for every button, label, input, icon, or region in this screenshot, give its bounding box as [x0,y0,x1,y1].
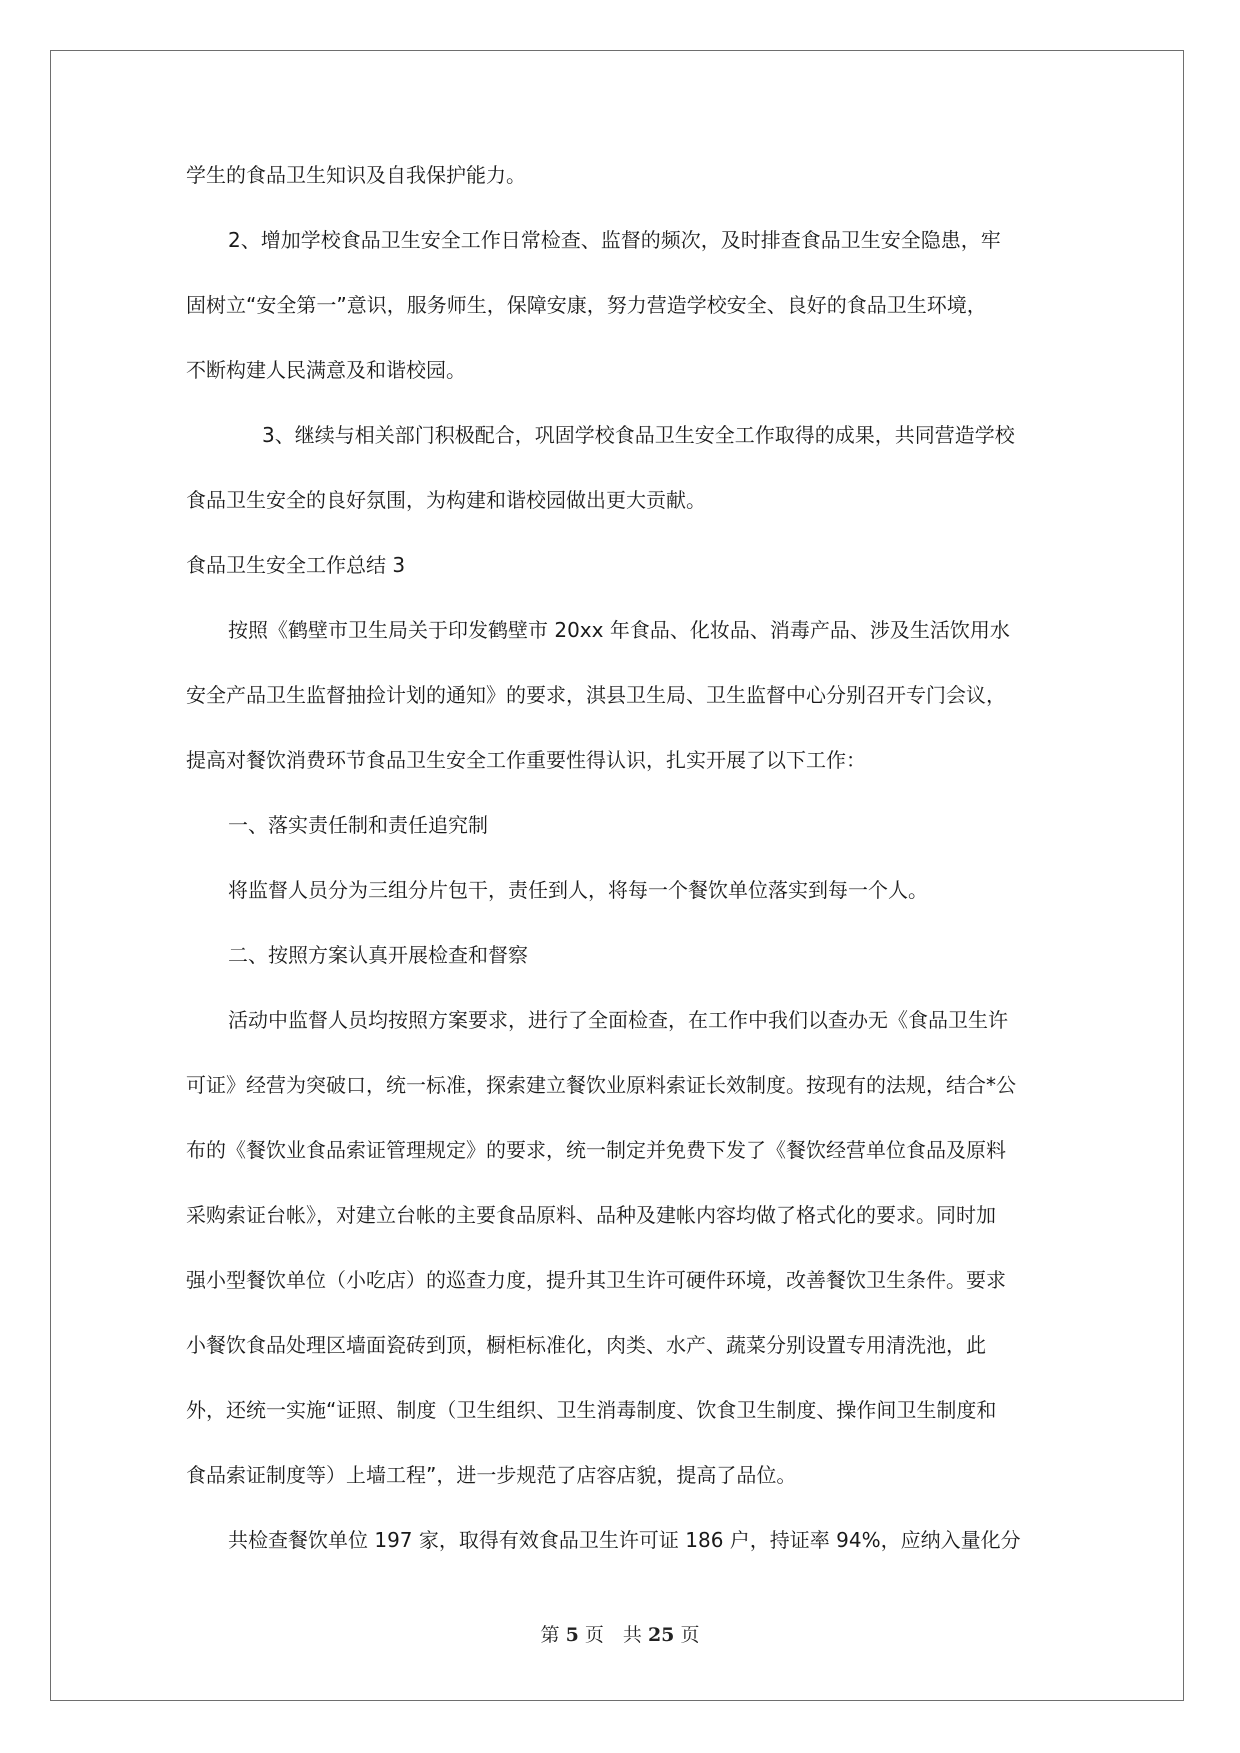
text-line: 安全产品卫生监督抽捡计划的通知》的要求，淇县卫生局、卫生监督中心分别召开专门会议， [186,683,1006,707]
total-page-number: 25 [647,1624,675,1646]
text-line: 可证》经营为突破口，统一标准，探索建立餐饮业原料索证长效制度。按现有的法规，结合*公 [186,1073,1016,1097]
text-line: 将监督人员分为三组分片包干，责任到人，将每一个餐饮单位落实到每一个人。 [228,878,928,902]
text-line: 按照《鹤壁市卫生局关于印发鹤壁市 20xx 年食品、化妆品、消毒产品、涉及生活饮用水 [228,618,1010,642]
text-line: 小餐饮食品处理区墙面瓷砖到顶，橱柜标准化，肉类、水产、蔬菜分别设置专用清洗池，此 [186,1333,986,1357]
text-line: 布的《餐饮业食品索证管理规定》的要求，统一制定并免费下发了《餐饮经营单位食品及原料 [186,1138,1006,1162]
text-line: 活动中监督人员均按照方案要求，进行了全面检查，在工作中我们以查办无《食品卫生许 [228,1008,1008,1032]
text-line: 强小型餐饮单位（小吃店）的巡查力度，提升其卫生许可硬件环境，改善餐饮卫生条件。要求 [186,1268,1006,1292]
text-line: 食品卫生安全的良好氛围，为构建和谐校园做出更大贡献。 [186,488,706,512]
text-line: 采购索证台帐》，对建立台帐的主要食品原料、品种及建帐内容均做了格式化的要求。同时加 [186,1203,996,1227]
text-line: 共检查餐饮单位 197 家，取得有效食品卫生许可证 186 户，持证率 94%，应纳入量化分 [228,1528,1021,1552]
text-line: 外，还统一实施“证照、制度（卫生组织、卫生消毒制度、饮食卫生制度、操作间卫生制度和 [186,1398,997,1422]
subheading: 二、按照方案认真开展检查和督察 [228,943,528,967]
current-page-number: 5 [565,1624,579,1646]
section-heading: 食品卫生安全工作总结 3 [186,553,406,577]
text-line: 提高对餐饮消费环节食品卫生安全工作重要性得认识，扎实开展了以下工作： [186,748,866,772]
footer-prefix: 第 [540,1624,560,1646]
document-body [186,160,1056,1590]
text-line: 不断构建人民满意及和谐校园。 [186,358,466,382]
subheading: 一、落实责任制和责任追究制 [228,813,488,837]
footer-mid: 页 共 [584,1624,642,1646]
text-line: 3、继续与相关部门积极配合，巩固学校食品卫生安全工作取得的成果，共同营造学校 [262,423,1015,447]
page-number-footer [0,1620,1240,1647]
text-line: 学生的食品卫生知识及自我保护能力。 [186,163,526,187]
footer-suffix: 页 [680,1624,700,1646]
text-line: 固树立“安全第一”意识，服务师生，保障安康，努力营造学校安全、良好的食品卫生环境， [186,293,987,317]
text-line: 2、增加学校食品卫生安全工作日常检查、监督的频次，及时排查食品卫生安全隐患，牢 [228,228,1001,252]
text-line: 食品索证制度等）上墙工程”，进一步规范了店容店貌，提高了品位。 [186,1463,797,1487]
